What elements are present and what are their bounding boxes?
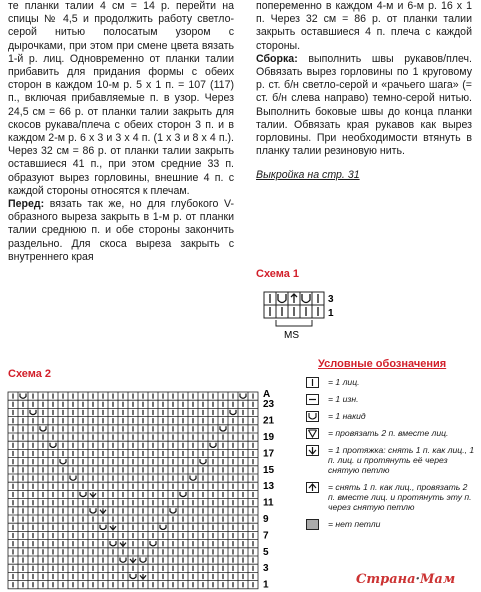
front-instructions — [8, 198, 234, 264]
knit-stitch-icon — [306, 377, 320, 389]
scheme2-cell — [120, 558, 126, 563]
scheme2-cell — [50, 443, 56, 448]
skpo-icon — [306, 445, 320, 457]
purl-stitch-icon — [306, 394, 320, 406]
scheme2-cell — [110, 541, 116, 546]
legend-item-k2tog — [306, 428, 476, 438]
scheme2-row-label: 13 — [263, 481, 275, 493]
scheme2-cell — [90, 508, 96, 513]
scheme1-row-3: 3 — [328, 294, 334, 305]
legend-title: Условные обозначения — [318, 358, 447, 370]
scheme2-cell — [30, 410, 36, 415]
legend-item-skpo — [306, 445, 476, 475]
no-stitch-icon — [306, 519, 320, 531]
legend — [306, 377, 476, 536]
scheme2-cell — [90, 492, 96, 497]
legend-item-no-stitch — [306, 519, 476, 529]
watermark-logo: Страна·Мам — [356, 572, 456, 587]
scheme1-title: Схема 1 — [256, 268, 300, 280]
legend-item-sk2po — [306, 482, 476, 512]
scheme2-cell — [80, 492, 86, 497]
scheme2-row-label: 15 — [263, 464, 275, 476]
front-label: Перед: — [8, 198, 45, 211]
scheme2-cell — [120, 541, 126, 546]
scheme2-cell — [100, 525, 106, 530]
front-text: вязать так же, но для глубокого V-образного выреза закрыть в 1-м р. от планки талии среднюю п. и обе стороны закончить раздельно. Для скоса выреза закрыть с внутреннего края — [8, 198, 234, 263]
scheme2-row-label: 19 — [263, 432, 275, 443]
legend-text-yarn-over: = 1 накид — [328, 411, 366, 421]
legend-text-k2tog: = провязать 2 п. вместе лиц. — [328, 428, 449, 438]
legend-item-yarn-over — [306, 411, 476, 421]
scheme2-cell — [200, 459, 206, 464]
scheme2-row-label: 11 — [263, 497, 274, 509]
legend-text-sk2po: = снять 1 п. как лиц., провязать 2 п. вместе лиц. и протянуть эту п. через снятую петлю — [328, 482, 472, 512]
pattern-link[interactable]: Выкройка на стр. 31 — [256, 169, 360, 182]
scheme2-chart — [6, 386, 296, 592]
scheme2-cell — [170, 508, 176, 513]
scheme2-row-label: 17 — [263, 448, 275, 460]
scheme2-row-label: 3 — [263, 563, 269, 575]
scheme2-cell — [160, 525, 166, 530]
legend-text-knit: = 1 лиц. — [328, 377, 360, 387]
right-text-column — [256, 0, 472, 183]
scheme2-cell — [130, 574, 136, 579]
legend-text-skpo: = 1 протяжка: снять 1 п. как лиц., 1 п. лиц. и протянуть её через снятую петлю — [328, 445, 475, 475]
scheme2-row-label: 5 — [263, 546, 269, 558]
scheme2-cell — [180, 492, 186, 497]
yarn-over-icon — [306, 411, 320, 423]
left-text-column — [8, 0, 234, 264]
scheme2-cell — [140, 558, 146, 563]
scheme1-row-1: 1 — [328, 308, 334, 319]
scheme2-cell — [70, 476, 76, 481]
scheme1-chart — [256, 288, 346, 344]
scheme2-cell — [40, 426, 46, 431]
scheme2-top-label: A — [263, 389, 271, 400]
scheme2-cell — [220, 426, 226, 431]
scheme2-cell — [140, 574, 146, 579]
legend-text-no-stitch: = нет петли — [328, 519, 381, 529]
scheme2-cell — [240, 394, 246, 399]
scheme2-row-label: 9 — [263, 514, 269, 525]
scheme2-cell — [230, 410, 236, 415]
assembly-instructions — [256, 53, 472, 159]
k2tog-icon — [306, 428, 320, 440]
legend-text-purl: = 1 изн. — [328, 394, 359, 404]
scheme2-row-label: 1 — [263, 579, 269, 591]
assembly-label: Сборка: — [256, 52, 298, 65]
scheme2-row-label: 21 — [263, 415, 275, 427]
scheme2-cell — [210, 443, 216, 448]
scheme2-cell — [60, 459, 66, 464]
scheme2-row-label: 23 — [263, 399, 275, 411]
scheme2-cell — [150, 541, 156, 546]
scheme2-cell — [190, 476, 196, 481]
scheme2-cell — [130, 558, 136, 563]
scheme2-row-label: 7 — [263, 530, 269, 542]
scheme2-title: Схема 2 — [8, 368, 52, 380]
legend-item-purl — [306, 394, 476, 404]
scheme1-ms-label: MS — [284, 330, 299, 341]
scheme2-cell — [110, 525, 116, 530]
assembly-text: выполнить швы рукавов/плеч. Обвязать вырез горловины по 1 круговому р. ст. б/н светло-серой и «рачьего шага» (= ст. б/н слева направо) темно-серой нитью. Выполнить боковые швы до конца планки талии. Обвязать края рукавов как вырез горловины. При необходимости втянуть в планку талии резиновую нить. — [256, 52, 472, 158]
scheme2-cell — [20, 394, 26, 399]
back-instructions: те планки талии 4 см = 14 р. перейти на спицы № 4,5 и продолжить работу светло-серой нитью полосатым узором с дырочками, при этом при смене цвета вязать 1-й р. лиц. Одновременно от планки талии прибавить для придания формы с обеих сторон в каждом 10-м р. 5 х 1 п. = 107 (117) п., включая прибавляемые п. в узор. Через 24,5 см = 66 р. от планки талии закрыть для скосов рукава/плеча с обеих сторон 3 п. и в каждом 2-м р. 6 х 3 и 3 х 4 п. (1 х 3 и 8 х 4 п.). Через 32 см = 86 р. от планки талии закрыть оставшиеся 41 п., при этом средние 33 п. образуют вырез горловины, внешние 4 п. с каждой стороны относятся к плечам. — [8, 0, 234, 197]
scheme2-cell — [100, 508, 106, 513]
front-continuation: попеременно в каждом 4-м и 6-м р. 16 х 1 п. Через 32 см = 86 р. от планки талии закрыть оставшиеся 4 п. плеча с каждой стороны. — [256, 0, 472, 52]
sk2po-icon — [306, 482, 320, 494]
legend-item-knit — [306, 377, 476, 387]
